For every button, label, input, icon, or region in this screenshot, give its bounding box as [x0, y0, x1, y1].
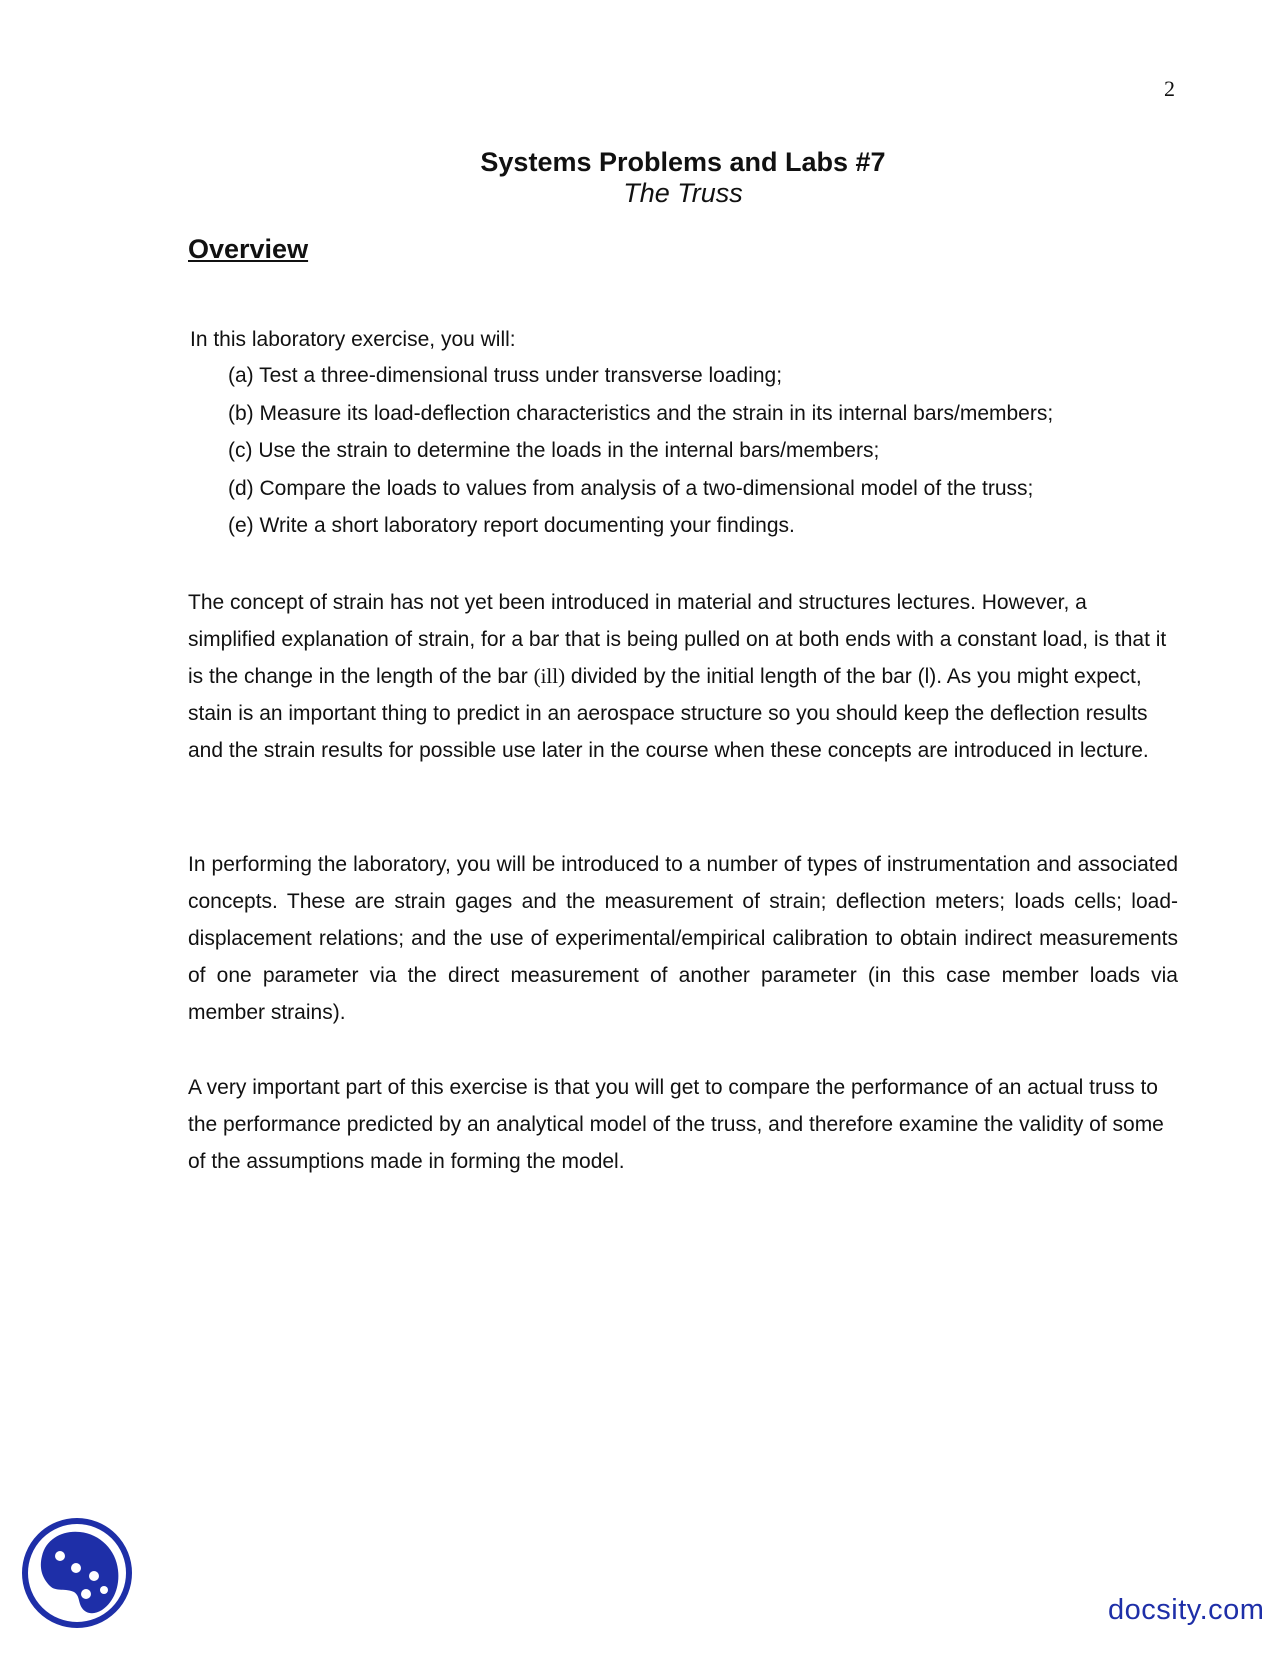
- title-block: [0, 146, 1280, 208]
- paragraph-instrumentation: In performing the laboratory, you will be introduced to a number of types of instrumentation and associated concepts. These are strain gages and the measurement of strain; deflection meters; loads cells; load-displacement relations; and the use of experimental/empirical calibration to obtain indirect measurements of one parameter via the direct measurement of another parameter (in this case member loads via member strains).: [188, 853, 1178, 1024]
- intro-text: In this laboratory exercise, you will:: [190, 328, 516, 351]
- paragraph-strain: [188, 584, 1178, 769]
- docsity-watermark[interactable]: docsity.com: [1108, 1594, 1265, 1626]
- delta-length-symbol: (ill): [533, 664, 566, 688]
- paragraph-comparison: A very important part of this exercise is that you will get to compare the performance of an actual truss to the performance predicted by an analytical model of the truss, and therefore examine the validity of some of the assumptions made in forming the model.: [188, 1076, 1164, 1173]
- list-item: (a) Test a three-dimensional truss under transverse loading;: [228, 364, 783, 387]
- docsity-logo-icon: [20, 1516, 134, 1635]
- paragraph-strain-part1: The concept of strain has not yet been introduced in material and structures lectures. However, a simplified explanation of strain, for a bar that is being pulled on at both ends with a constant load, is that it is the change in the length of the bar: [188, 591, 1167, 688]
- document-title: Systems Problems and Labs #7: [480, 147, 886, 177]
- paragraph-strain-part2: divided by the initial length of the bar (l). As you might expect, stain is an important thing to predict in an aerospace structure so you should keep the deflection results and the strain results for possible use later in the course when these concepts are introduced in lecture.: [188, 665, 1149, 762]
- list-item: (d) Compare the loads to values from analysis of a two-dimensional model of the truss;: [228, 476, 1034, 500]
- document-subtitle: The Truss: [623, 178, 743, 208]
- objectives-list: [228, 357, 1053, 545]
- list-item: (e) Write a short laboratory report documenting your findings.: [228, 514, 795, 537]
- section-heading-overview: Overview: [188, 234, 309, 264]
- page-number: 2: [1164, 76, 1175, 101]
- list-item: (c) Use the strain to determine the loads in the internal bars/members;: [228, 439, 880, 462]
- list-item: (b) Measure its load-deflection characteristics and the strain in its internal bars/members;: [228, 401, 1054, 425]
